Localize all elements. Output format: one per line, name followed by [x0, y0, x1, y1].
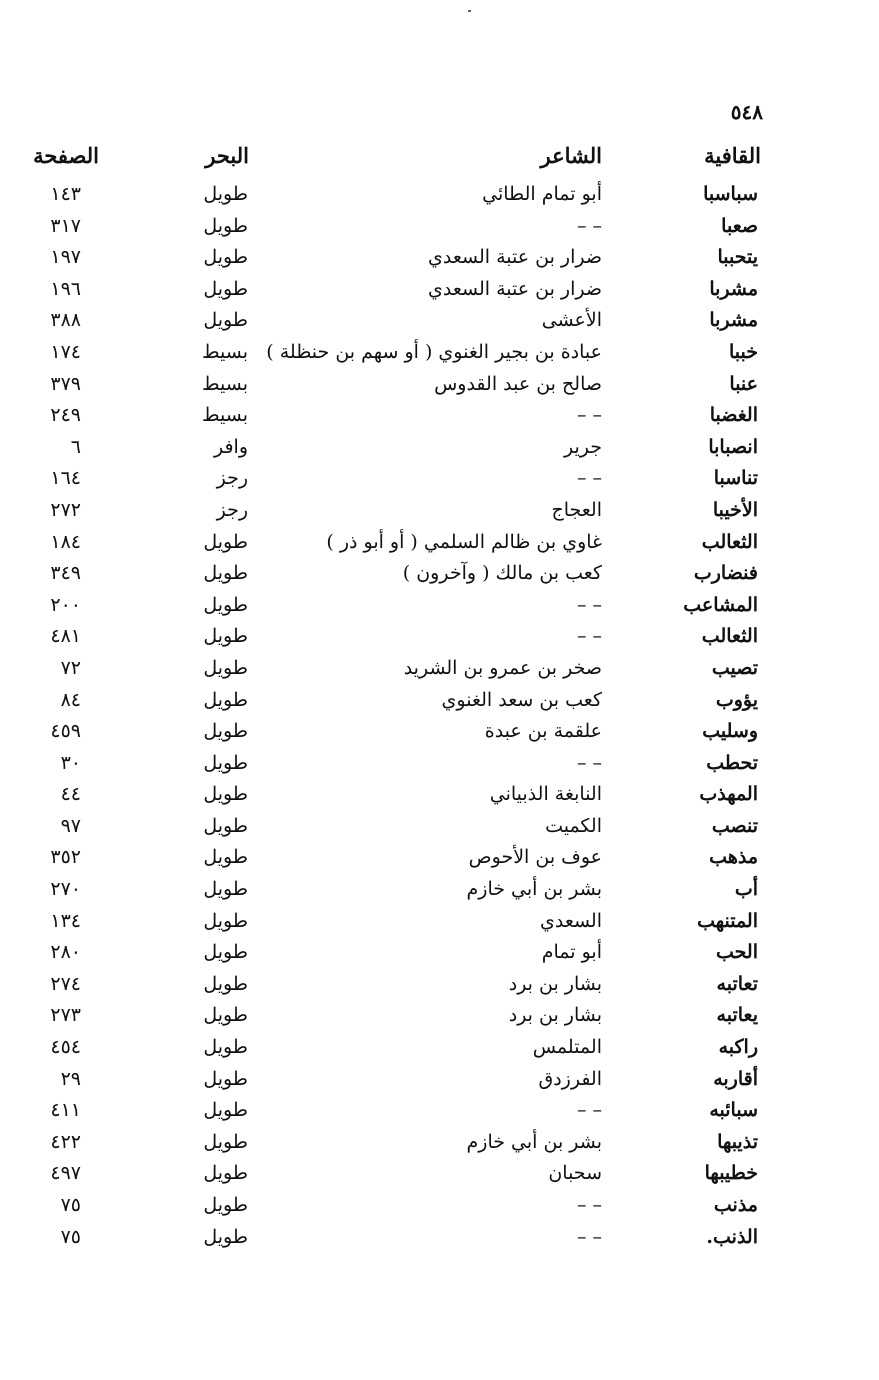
page-cell: ١٧٤ — [50, 340, 81, 363]
poet-cell: غاوي بن ظالم السلمي ( أو أبو ذر ) — [326, 530, 602, 553]
rhyme-cell: تعاتبه — [716, 972, 758, 995]
page-cell: ٦ — [70, 435, 81, 458]
table-row — [0, 467, 879, 499]
column-header-meter: البحر — [205, 143, 249, 168]
page-cell: ٣٥٢ — [50, 846, 81, 869]
page-cell: ٤٥٩ — [50, 720, 81, 743]
meter-cell: طويل — [203, 878, 248, 901]
table-row — [0, 1162, 879, 1194]
poet-cell: بشر بن أبي خازم — [466, 1130, 602, 1153]
meter-cell: طويل — [203, 1067, 248, 1090]
page-cell: ٢٠٠ — [50, 593, 81, 616]
poet-cell: المتلمس — [532, 1036, 602, 1059]
poet-cell: – – — [576, 214, 602, 237]
poet-cell: العجاج — [551, 498, 602, 521]
page-cell: ٢٤٩ — [50, 404, 81, 427]
table-row — [0, 373, 879, 405]
table-row — [0, 278, 879, 310]
table-row — [0, 1131, 879, 1163]
page-cell: ٣٠ — [60, 751, 81, 774]
meter-cell: طويل — [203, 656, 248, 679]
table-row — [0, 910, 879, 942]
rhyme-cell: سباسبا — [703, 183, 758, 205]
table-row — [0, 815, 879, 847]
table-row — [0, 183, 879, 215]
table-row — [0, 625, 879, 657]
meter-cell: طويل — [203, 909, 248, 932]
rhyme-cell: تناسبا — [713, 467, 758, 490]
page-cell: ٤٤ — [60, 783, 81, 806]
poet-cell: أبو تمام — [541, 941, 602, 964]
print-speck — [468, 10, 471, 12]
poet-cell: بشار بن برد — [508, 972, 602, 995]
meter-cell: بسيط — [201, 404, 248, 427]
page-cell: ١٤٣ — [50, 183, 81, 205]
table-row — [0, 941, 879, 973]
poet-cell: السعدي — [539, 909, 602, 932]
meter-cell: طويل — [203, 941, 248, 964]
meter-cell: طويل — [203, 1130, 248, 1153]
table-row — [0, 594, 879, 626]
rhyme-cell: المتنهب — [697, 909, 758, 932]
poet-cell: عبادة بن بجير الغنوي ( أو سهم بن حنظلة ) — [266, 340, 602, 363]
meter-cell: طويل — [203, 593, 248, 616]
table-row — [0, 562, 879, 594]
meter-cell: طويل — [203, 309, 248, 332]
rhyme-cell: راكبه — [718, 1036, 758, 1059]
rhyme-cell: المشاعب — [683, 593, 758, 616]
meter-cell: طويل — [203, 1099, 248, 1122]
table-row — [0, 689, 879, 721]
poet-cell: – – — [576, 1194, 602, 1216]
table-row — [0, 531, 879, 563]
rhyme-cell: أقاربه — [713, 1067, 758, 1090]
poet-cell: – – — [576, 751, 602, 774]
poet-cell: سحبان — [548, 1162, 602, 1185]
page-cell: ٣٤٩ — [50, 562, 81, 585]
table-row — [0, 246, 879, 278]
poet-cell: – – — [576, 1225, 602, 1248]
page-cell: ١٨٤ — [50, 530, 81, 553]
table-row — [0, 783, 879, 815]
table-row — [0, 1226, 879, 1258]
poet-cell: – – — [576, 404, 602, 427]
poet-cell: – – — [576, 1099, 602, 1122]
table-row — [0, 1004, 879, 1036]
poet-cell: الكميت — [545, 814, 602, 837]
meter-cell: طويل — [203, 1004, 248, 1027]
meter-cell: طويل — [203, 720, 248, 743]
table-row — [0, 752, 879, 784]
rhyme-cell: مذهب — [709, 846, 758, 869]
page-cell: ٤١١ — [50, 1099, 81, 1122]
rhyme-cell: الذنب. — [706, 1225, 758, 1248]
rhyme-cell: وسليب — [702, 720, 758, 743]
meter-cell: طويل — [203, 277, 248, 300]
meter-cell: طويل — [203, 1162, 248, 1185]
rhyme-cell: خطيبها — [704, 1162, 758, 1185]
rhyme-cell: الغضبا — [709, 404, 758, 427]
page-cell: ١٩٧ — [50, 246, 81, 269]
meter-cell: بسيط — [201, 340, 248, 363]
page-cell: ٤٢٢ — [50, 1130, 81, 1153]
rhyme-cell: مذنب — [713, 1194, 758, 1216]
meter-cell: طويل — [203, 214, 248, 237]
page-cell: ٧٢ — [60, 656, 81, 679]
meter-cell: طويل — [203, 530, 248, 553]
poet-cell: – – — [576, 625, 602, 648]
rhyme-cell: فنضارب — [693, 562, 758, 585]
table-row — [0, 846, 879, 878]
rhyme-cell: يؤوب — [715, 688, 758, 711]
page-cell: ٤٥٤ — [50, 1036, 81, 1059]
table-row — [0, 1099, 879, 1131]
index-table — [0, 143, 879, 1257]
meter-cell: طويل — [203, 783, 248, 806]
meter-cell: طويل — [203, 751, 248, 774]
rhyme-cell: تنصب — [711, 814, 758, 837]
page-cell: ٢٨٠ — [50, 941, 81, 964]
meter-cell: بسيط — [201, 372, 248, 395]
poet-cell: كعب بن سعد الغنوي — [441, 688, 602, 711]
table-row — [0, 1036, 879, 1068]
rhyme-cell: خببا — [728, 340, 758, 363]
page-cell: ٤٩٧ — [50, 1162, 81, 1185]
poet-cell: – – — [576, 593, 602, 616]
poet-cell: صخر بن عمرو بن الشريد — [403, 656, 602, 679]
table-row — [0, 1194, 879, 1226]
page-cell: ٤٨١ — [50, 625, 81, 648]
page-cell: ٩٧ — [60, 814, 81, 837]
meter-cell: طويل — [203, 814, 248, 837]
rhyme-cell: الثعالب — [701, 625, 758, 648]
poet-cell: الأعشى — [541, 309, 602, 332]
meter-cell: طويل — [203, 183, 248, 205]
rhyme-cell: المهذب — [699, 783, 758, 806]
rhyme-cell: يتحببا — [717, 246, 758, 269]
table-row — [0, 404, 879, 436]
rhyme-cell: مشربا — [709, 277, 758, 300]
table-row — [0, 973, 879, 1005]
meter-cell: طويل — [203, 562, 248, 585]
page-cell: ١٣٤ — [50, 909, 81, 932]
page-cell: ٧٥ — [60, 1194, 81, 1216]
meter-cell: طويل — [203, 1036, 248, 1059]
table-row — [0, 499, 879, 531]
rhyme-cell: انصبابا — [708, 435, 758, 458]
meter-cell: طويل — [203, 246, 248, 269]
table-header — [0, 143, 879, 183]
poet-cell: بشار بن برد — [508, 1004, 602, 1027]
page-cell: ٣٨٨ — [50, 309, 81, 332]
poet-cell: عوف بن الأحوص — [468, 846, 602, 869]
meter-cell: طويل — [203, 1194, 248, 1216]
poet-cell: جرير — [564, 435, 602, 458]
meter-cell: طويل — [203, 846, 248, 869]
table-row — [0, 436, 879, 468]
meter-cell: طويل — [203, 1225, 248, 1248]
poet-cell: ضرار بن عتبة السعدي — [428, 277, 602, 300]
page-cell: ٧٥ — [60, 1225, 81, 1248]
column-header-rhyme: القافية — [704, 143, 761, 168]
poet-cell: علقمة بن عبدة — [484, 720, 602, 743]
table-row — [0, 878, 879, 910]
rhyme-cell: الحب — [716, 941, 758, 964]
meter-cell: طويل — [203, 972, 248, 995]
poet-cell: أبو تمام الطائي — [482, 183, 602, 205]
rhyme-cell: تحطب — [706, 751, 758, 774]
column-header-poet: الشاعر — [540, 143, 602, 168]
poet-cell: بشر بن أبي خازم — [466, 878, 602, 901]
page-cell: ١٩٦ — [50, 277, 81, 300]
page-cell: ٢٧٤ — [50, 972, 81, 995]
page-cell: ٣١٧ — [50, 214, 81, 237]
table-row — [0, 215, 879, 247]
rhyme-cell: الأخيبا — [712, 498, 758, 521]
page-cell: ٨٤ — [60, 688, 81, 711]
table-row — [0, 657, 879, 689]
meter-cell: طويل — [203, 625, 248, 648]
table-body — [0, 183, 879, 1257]
rhyme-cell: سبائبه — [709, 1099, 758, 1122]
rhyme-cell: مشربا — [709, 309, 758, 332]
meter-cell: رجز — [216, 467, 248, 490]
rhyme-cell: تذيبها — [717, 1130, 758, 1153]
table-row — [0, 309, 879, 341]
meter-cell: وافر — [213, 435, 248, 458]
page-cell: ٢٧٣ — [50, 1004, 81, 1027]
poet-cell: – – — [576, 467, 602, 490]
page-cell: ٢٧٢ — [50, 498, 81, 521]
meter-cell: رجز — [216, 498, 248, 521]
poet-cell: صالح بن عبد القدوس — [434, 372, 602, 395]
table-row — [0, 1068, 879, 1100]
rhyme-cell: أب — [734, 878, 758, 901]
table-row — [0, 341, 879, 373]
page-cell: ٣٧٩ — [50, 372, 81, 395]
meter-cell: طويل — [203, 688, 248, 711]
poet-cell: ضرار بن عتبة السعدي — [428, 246, 602, 269]
page-cell: ٢٩ — [60, 1067, 81, 1090]
poet-cell: كعب بن مالك ( وآخرون ) — [402, 562, 602, 585]
rhyme-cell: صعبا — [721, 214, 758, 237]
rhyme-cell: يعاتبه — [716, 1004, 758, 1027]
rhyme-cell: الثعالب — [701, 530, 758, 553]
poet-cell: النابغة الذبياني — [489, 783, 602, 806]
rhyme-cell: تصيب — [711, 656, 758, 679]
table-row — [0, 720, 879, 752]
page-number: ٥٤٨ — [730, 100, 763, 124]
column-header-page: الصفحة — [33, 143, 99, 168]
page-cell: ٢٧٠ — [50, 878, 81, 901]
poet-cell: الفرزدق — [538, 1067, 602, 1090]
page-cell: ١٦٤ — [50, 467, 81, 490]
rhyme-cell: عنبا — [729, 372, 758, 395]
